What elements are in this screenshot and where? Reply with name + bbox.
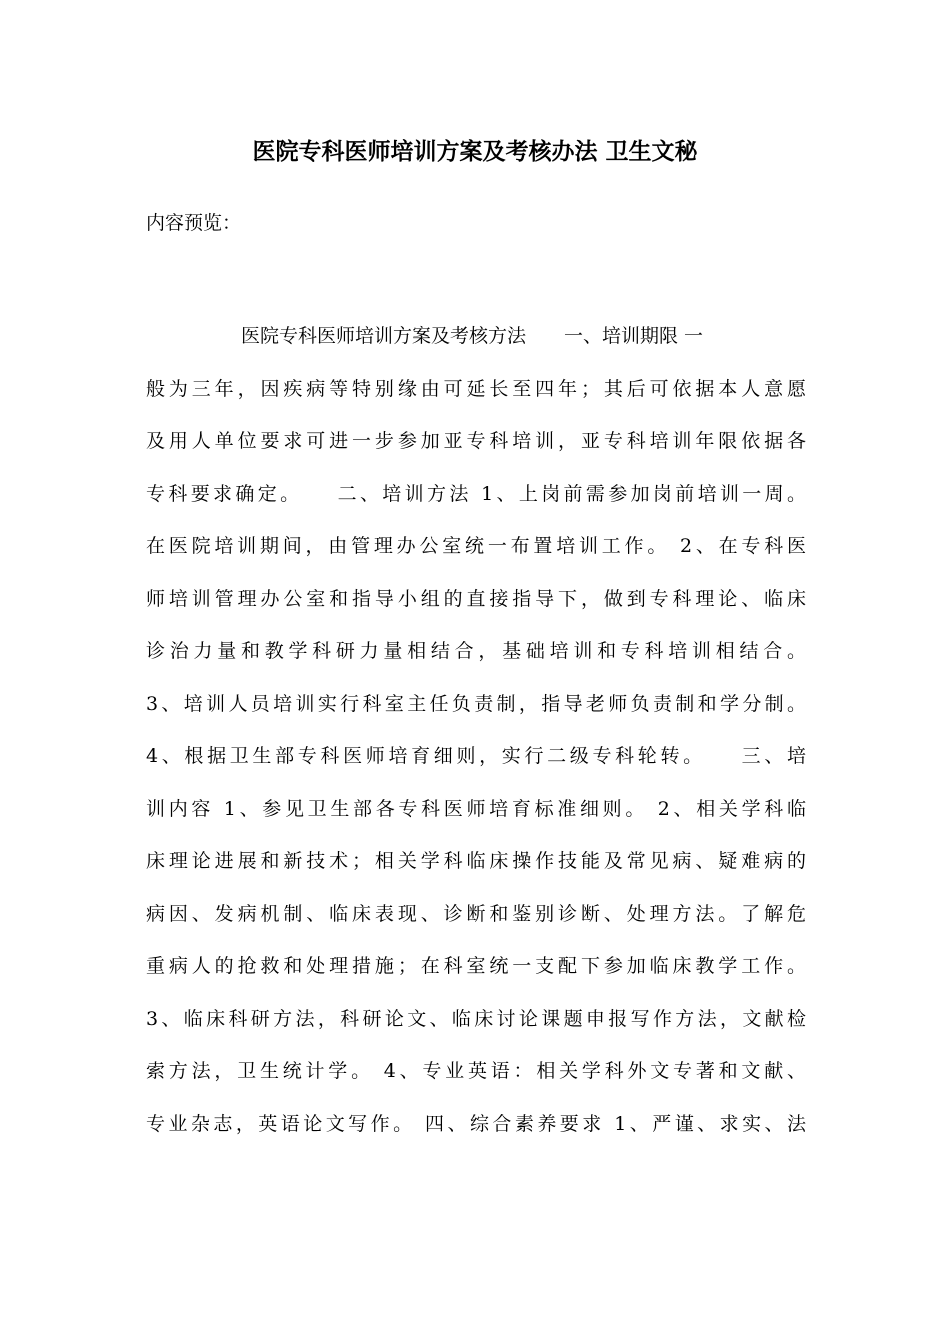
body-line: 诊治力量和教学科研力量相结合，基础培训和专科培训相结合。: [146, 640, 806, 662]
body-line: 及用人单位要求可进一步参加亚专科培训，亚专科培训年限依据各: [146, 430, 806, 452]
body-line: 医院专科医师培训方案及考核方法 一、培训期限 一: [146, 325, 704, 347]
body-line: 般为三年，因疾病等特别缘由可延长至四年；其后可依据本人意愿: [146, 377, 806, 400]
body-line: 4、根据卫生部专科医师培育细则，实行二级专科轮转。 三、培: [146, 745, 806, 767]
preview-label: 内容预览：: [146, 212, 242, 234]
body-line: 索方法，卫生统计学。 4、专业英语：相关学科外文专著和文献、: [146, 1060, 806, 1082]
body-line: 专业杂志，英语论文写作。 四、综合素养要求 1、严谨、求实、法: [146, 1112, 806, 1135]
body-line: 3、临床科研方法，科研论文、临床讨论课题申报写作方法，文献检: [146, 1007, 806, 1030]
body-line: 在医院培训期间，由管理办公室统一布置培训工作。 2、在专科医: [146, 535, 806, 557]
document-title: 医院专科医师培训方案及考核办法 卫生文秘: [252, 138, 698, 165]
body-line: 床理论进展和新技术；相关学科临床操作技能及常见病、疑难病的: [146, 850, 806, 872]
body-line: 专科要求确定。 二、培训方法 1、上岗前需参加岗前培训一周。: [146, 482, 806, 505]
document-body: [146, 316, 806, 1156]
body-line: 重病人的抢救和处理措施；在科室统一支配下参加临床教学工作。: [146, 955, 806, 977]
body-line: 训内容 1、参见卫生部各专科医师培育标准细则。 2、相关学科临: [146, 797, 806, 820]
body-line: 师培训管理办公室和指导小组的直接指导下，做到专科理论、临床: [146, 587, 806, 610]
body-line: 3、培训人员培训实行科室主任负责制，指导老师负责制和学分制。: [146, 692, 806, 715]
body-line: 病因、发病机制、临床表现、诊断和鉴别诊断、处理方法。了解危: [146, 902, 806, 925]
